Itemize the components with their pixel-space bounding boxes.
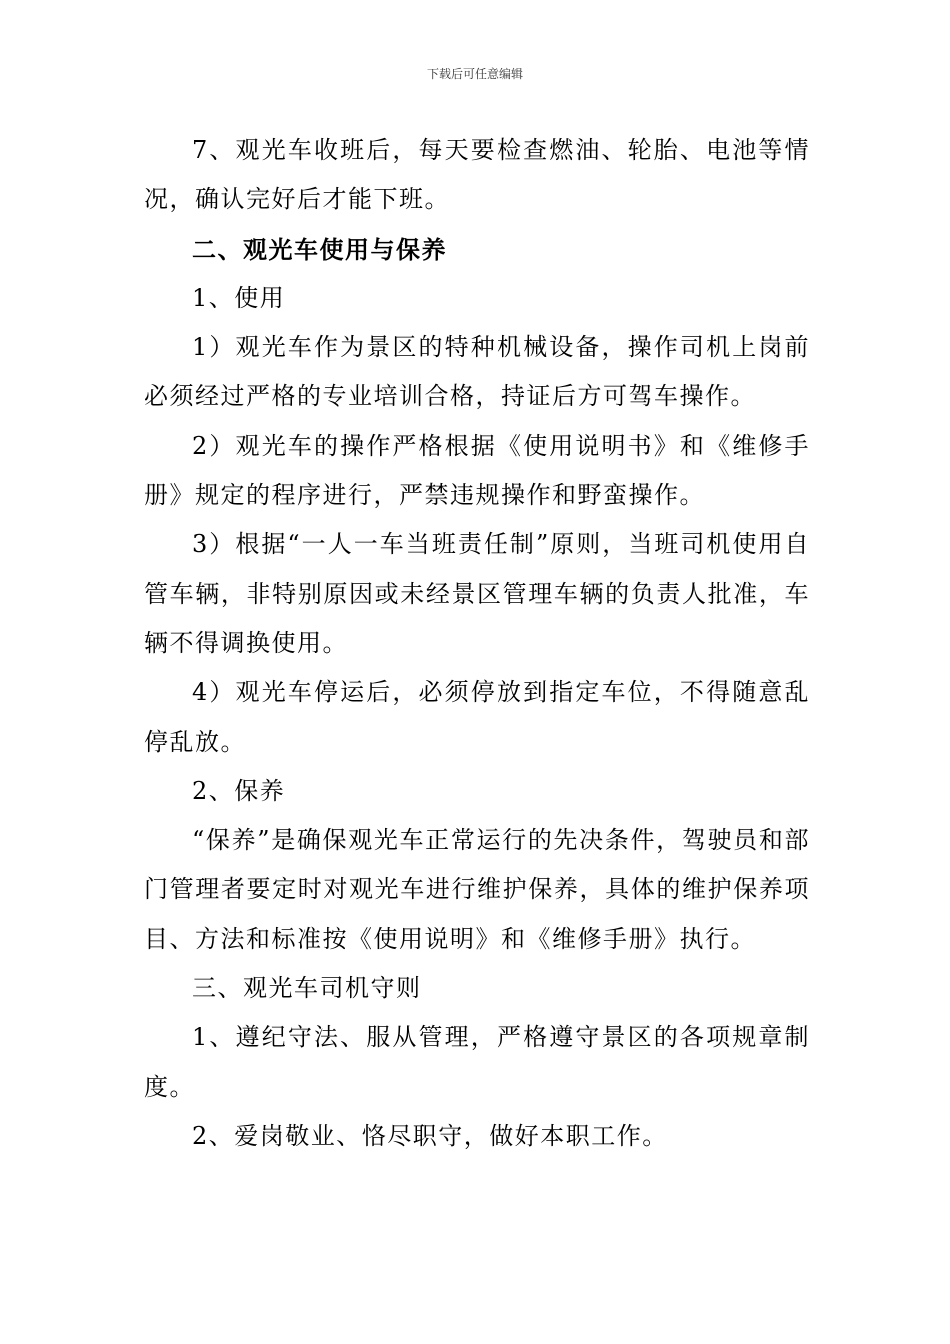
paragraph-rule-1: 1、遵纪守法、服从管理，严格遵守景区的各项规章制度。 bbox=[144, 1023, 810, 1101]
section-heading-driver-rules: 三、观光车司机守则 bbox=[192, 974, 422, 1003]
subheading-maintenance: 2、保养 bbox=[192, 776, 286, 805]
paragraph-usage-1: 1）观光车作为景区的特种机械设备，操作司机上岗前必须经过严格的专业培训合格，持证后方可驾车操作。 bbox=[144, 333, 810, 411]
section-heading-usage-maintenance: 二、观光车使用与保养 bbox=[192, 234, 447, 264]
paragraph-usage-2: 2）观光车的操作严格根据《使用说明书》和《维修手册》规定的程序进行，严禁违规操作和野蛮操作。 bbox=[144, 431, 810, 510]
page-header-note: 下载后可任意编辑 bbox=[426, 67, 523, 81]
paragraph-check-after-shift: 7、观光车收班后，每天要检查燃油、轮胎、电池等情况，确认完好后才能下班。 bbox=[144, 136, 810, 214]
paragraph-maintenance: “保养”是确保观光车正常运行的先决条件，驾驶员和部门管理者要定时对观光车进行维护保养，具体的维护保养项目、方法和标准按《使用说明》和《维修手册》执行。 bbox=[144, 826, 810, 953]
paragraph-usage-4: 4）观光车停运后，必须停放到指定车位，不得随意乱停乱放。 bbox=[144, 678, 810, 756]
subheading-usage: 1、使用 bbox=[192, 283, 286, 312]
paragraph-rule-2: 2、爱岗敬业、恪尽职守，做好本职工作。 bbox=[192, 1121, 668, 1150]
paragraph-usage-3: 3）根据“一人一车当班责任制”原则，当班司机使用自管车辆，非特别原因或未经景区管理车辆的负责人批准，车辆不得调换使用。 bbox=[144, 530, 810, 657]
document-body bbox=[144, 126, 810, 1161]
